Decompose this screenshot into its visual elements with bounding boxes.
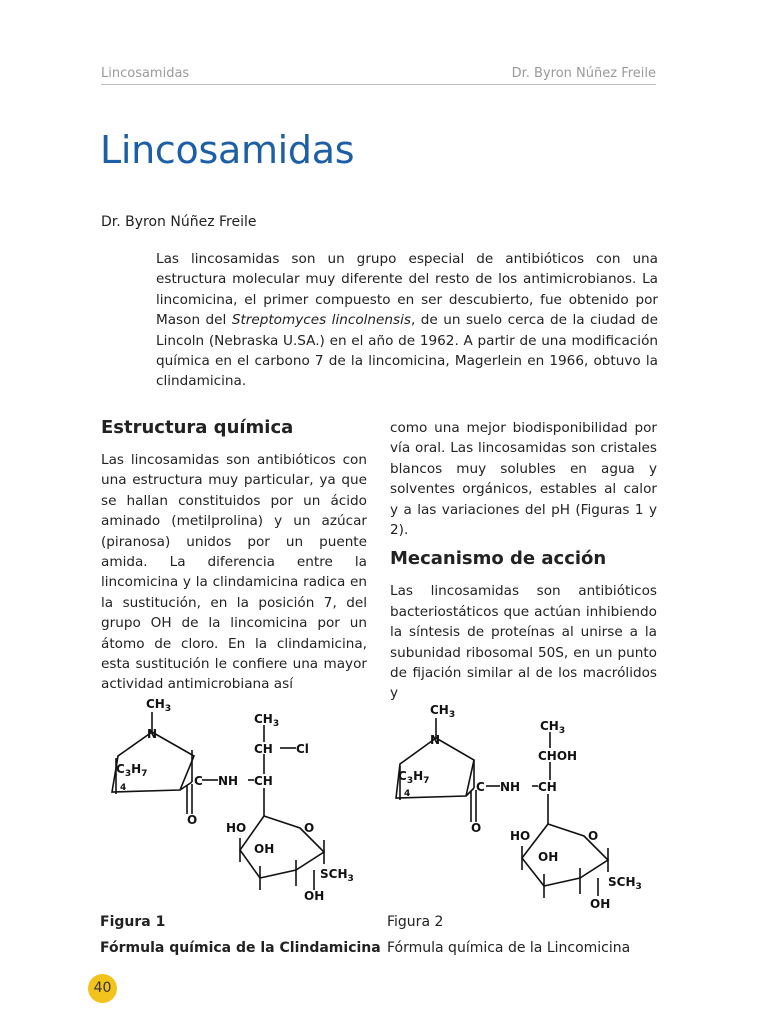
- abstract-part2: , de un suelo cerca de la ciudad de Lincoln (Nebraska U.SA.) en el año de 1962. A partir de una modificación química en el carbono 7 de la lincomicina, Magerlein en 1966, obtuvo la clindamicina.: [156, 312, 658, 390]
- running-head-right: Dr. Byron Núñez Freile: [511, 66, 656, 81]
- o-ring-label: O: [304, 821, 315, 835]
- figure2-label: Figura 2: [387, 914, 444, 930]
- abstract: [156, 249, 658, 392]
- figure1-caption: Fórmula química de la Clindamicina: [100, 940, 381, 956]
- c-carbonyl-label: C: [194, 774, 203, 788]
- section-body-estructura: Las lincosamidas son antibióticos con una estructura muy particular, ya que se hallan constituidos por un ácido aminado (metilprolina) y un azúcar (piranosa) unidos por un puente amida. La diferencia entre la lincomicina y la clindamicina radica en la sustitución, en la posición 7, del grupo OH de la lincomicina por un átomo de cloro. En la clindamicina, esta sustitución le confiere una mayor actividad antimicrobiana así: [101, 452, 367, 693]
- n-label: N: [147, 727, 158, 741]
- c3h7-label: $C_3H_7$: [398, 769, 430, 786]
- c-carbonyl-label: C: [476, 780, 485, 794]
- ch3-top-label: $CH_3$: [146, 697, 172, 714]
- nh-label: NH: [500, 780, 521, 794]
- o-carbonyl-label: O: [471, 821, 482, 835]
- ho-label: HO: [510, 829, 531, 843]
- author-line: Dr. Byron Núñez Freile: [101, 214, 257, 230]
- nh-label: NH: [218, 774, 239, 788]
- section-heading-estructura: Estructura química: [101, 417, 294, 438]
- sch3-label: $SCH_3$: [608, 875, 642, 892]
- sch3-label: $SCH_3$: [320, 867, 354, 884]
- oh-bottom-label: OH: [590, 897, 611, 908]
- n-label: N: [430, 733, 441, 747]
- oh-mid-label: OH: [254, 842, 275, 856]
- clindamicina-structure: [100, 690, 370, 908]
- ch3-side-label: $CH_3$: [540, 719, 566, 736]
- running-head: [101, 64, 656, 85]
- abstract-italic: Streptomyces lincolnensis: [231, 312, 411, 329]
- abstract-part1: Las lincosamidas son un grupo especial de antibióticos con una estructura molecular muy diferente del resto de los antimicrobianos. La lincomicina, el primer compuesto en ser descubierto, fue obtenido por Mason del: [156, 251, 658, 329]
- column-continuation: como una mejor biodisponibilidad por vía oral. Las lincosamidas son cristales blancos muy solubles en agua y solventes orgánicos, estables al calor y a las variaciones del pH (Figuras 1 y 2).: [390, 420, 657, 539]
- position-4-label: 4: [404, 789, 411, 799]
- chcl-label: CH: [254, 742, 273, 756]
- choh-label: CHOH: [538, 749, 578, 763]
- column-left: [101, 418, 367, 695]
- section-body-mecanismo: Las lincosamidas son antibióticos bacteriostáticos que actúan inhibiendo la síntesis de proteínas al unirse a la subunidad ribosomal 50S, en un punto de fijación similar al de los macrólidos y: [390, 583, 657, 702]
- ch-label: CH: [538, 780, 557, 794]
- oh-bottom-label: OH: [304, 889, 325, 903]
- figure-clindamicina: [100, 690, 370, 908]
- ch-label: CH: [254, 774, 273, 788]
- figure1-label: Figura 1: [100, 914, 166, 930]
- c3h7-label: $C_3H_7$: [116, 762, 148, 779]
- o-carbonyl-label: O: [187, 813, 198, 827]
- cl-label: Cl: [296, 742, 309, 756]
- page-title: Lincosamidas: [100, 128, 355, 172]
- ch3-top-label: $CH_3$: [430, 703, 456, 720]
- ho-label: HO: [226, 821, 247, 835]
- section-heading-mecanismo: Mecanismo de acción: [390, 548, 607, 570]
- column-right: [390, 418, 657, 704]
- ch3-side-label: $CH_3$: [254, 712, 280, 729]
- o-ring-label: O: [588, 829, 599, 843]
- figure-lincomicina: [386, 690, 656, 908]
- running-head-left: Lincosamidas: [101, 66, 190, 81]
- page-number-badge: 40: [88, 974, 117, 1003]
- lincomicina-structure: [386, 690, 656, 908]
- oh-mid-label: OH: [538, 850, 559, 864]
- position-4-label: 4: [120, 783, 127, 793]
- figure2-caption: Fórmula química de la Lincomicina: [387, 940, 631, 956]
